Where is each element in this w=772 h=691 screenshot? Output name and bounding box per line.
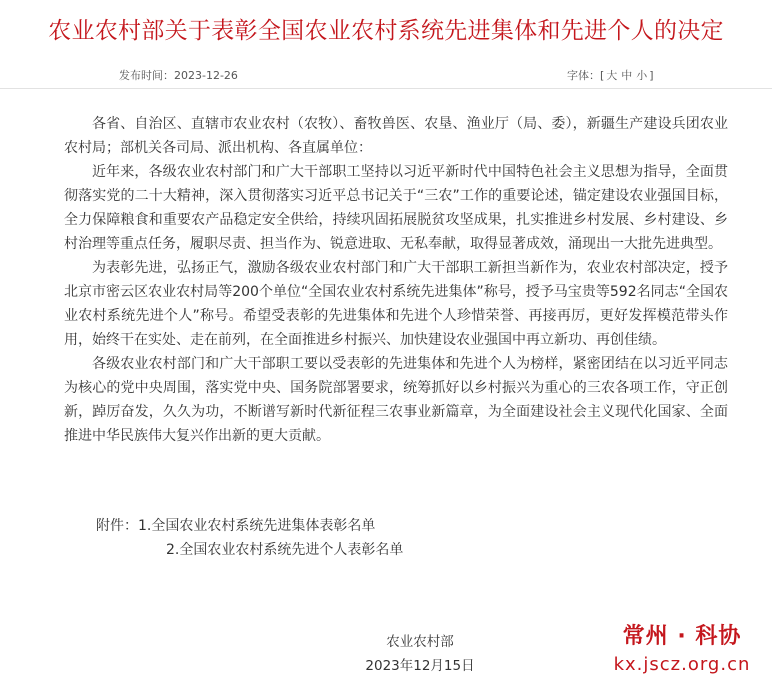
attachments-label: 附件： <box>96 518 138 534</box>
font-size-medium-button[interactable]: 中 <box>621 69 633 82</box>
article-body <box>64 112 728 448</box>
font-size-large-button[interactable]: 大 <box>606 69 618 82</box>
attachment-row <box>96 538 403 562</box>
attachment-row <box>96 514 403 538</box>
attachment-link-2[interactable]: 2.全国农业农村系统先进个人表彰名单 <box>166 542 404 558</box>
attachments-section <box>96 514 403 562</box>
paragraph-call-to-action: 各级农业农村部门和广大干部职工要以受表彰的先进集体和先进个人为榜样，紧密团结在以习近平同志为核心的党中央周围，落实党中央、国务院部署要求，统筹抓好以乡村振兴为重心的三农各项工作，守正创新，踔厉奋发，久久为功，不断谱写新时代新征程三农事业新篇章，为全面建设社会主义现代化国家、全面推进中华民族伟大复兴作出新的更大贡献。 <box>64 356 728 444</box>
watermark <box>596 622 768 678</box>
paragraph-addressees: 各省、自治区、直辖市农业农村（农牧）、畜牧兽医、农垦、渔业厅（局、委），新疆生产建设兵团农业农村局；部机关各司局、派出机构、各直属单位： <box>64 116 728 156</box>
font-size-small-button[interactable]: 小 <box>636 69 648 82</box>
font-size-open-bracket: [ <box>600 69 605 82</box>
font-size-switcher <box>567 67 654 83</box>
watermark-url: kx.jscz.org.cn <box>613 654 751 675</box>
issuing-authority: 农业农村部 <box>386 634 454 650</box>
font-size-label: 字体： <box>567 69 600 82</box>
sign-date: 2023年12月15日 <box>365 658 475 674</box>
paragraph-decision: 为表彰先进，弘扬正气，激励各级农业农村部门和广大干部职工新担当新作为，农业农村部决定，授予北京市密云区农业农村局等200个单位“全国农业农村系统先进集体”称号，授予马宝贵等592名同志“全国农业农村系统先进个人”称号。希望受表彰的先进集体和先进个人珍惜荣誉、再接再厉，更好发挥模范带头作用，始终干在实处、走在前列，在全面推进乡村振兴、加快建设农业强国中再立新功、再创佳绩。 <box>64 260 728 348</box>
article-meta-bar <box>0 56 772 89</box>
publish-date: 发布时间：2023-12-26 <box>119 69 238 82</box>
signature-block <box>340 630 500 678</box>
paragraph-achievements: 近年来，各级农业农村部门和广大干部职工坚持以习近平新时代中国特色社会主义思想为指导，全面贯彻落实党的二十大精神，深入贯彻落实习近平总书记关于“三农”工作的重要论述，锚定建设农业强国目标，全力保障粮食和重要农产品稳定安全供给，持续巩固拓展脱贫攻坚成果，扎实推进乡村发展、乡村建设、乡村治理等重点任务，履职尽责、担当作为、锐意进取、无私奉献，取得显著成效，涌现出一大批先进典型。 <box>64 164 728 252</box>
font-size-close-bracket: ] <box>649 69 654 82</box>
page-title: 农业农村部关于表彰全国农业农村系统先进集体和先进个人的决定 <box>48 18 724 44</box>
watermark-name: 常州 · 科协 <box>622 624 742 649</box>
attachment-link-1[interactable]: 1.全国农业农村系统先进集体表彰名单 <box>138 518 376 534</box>
